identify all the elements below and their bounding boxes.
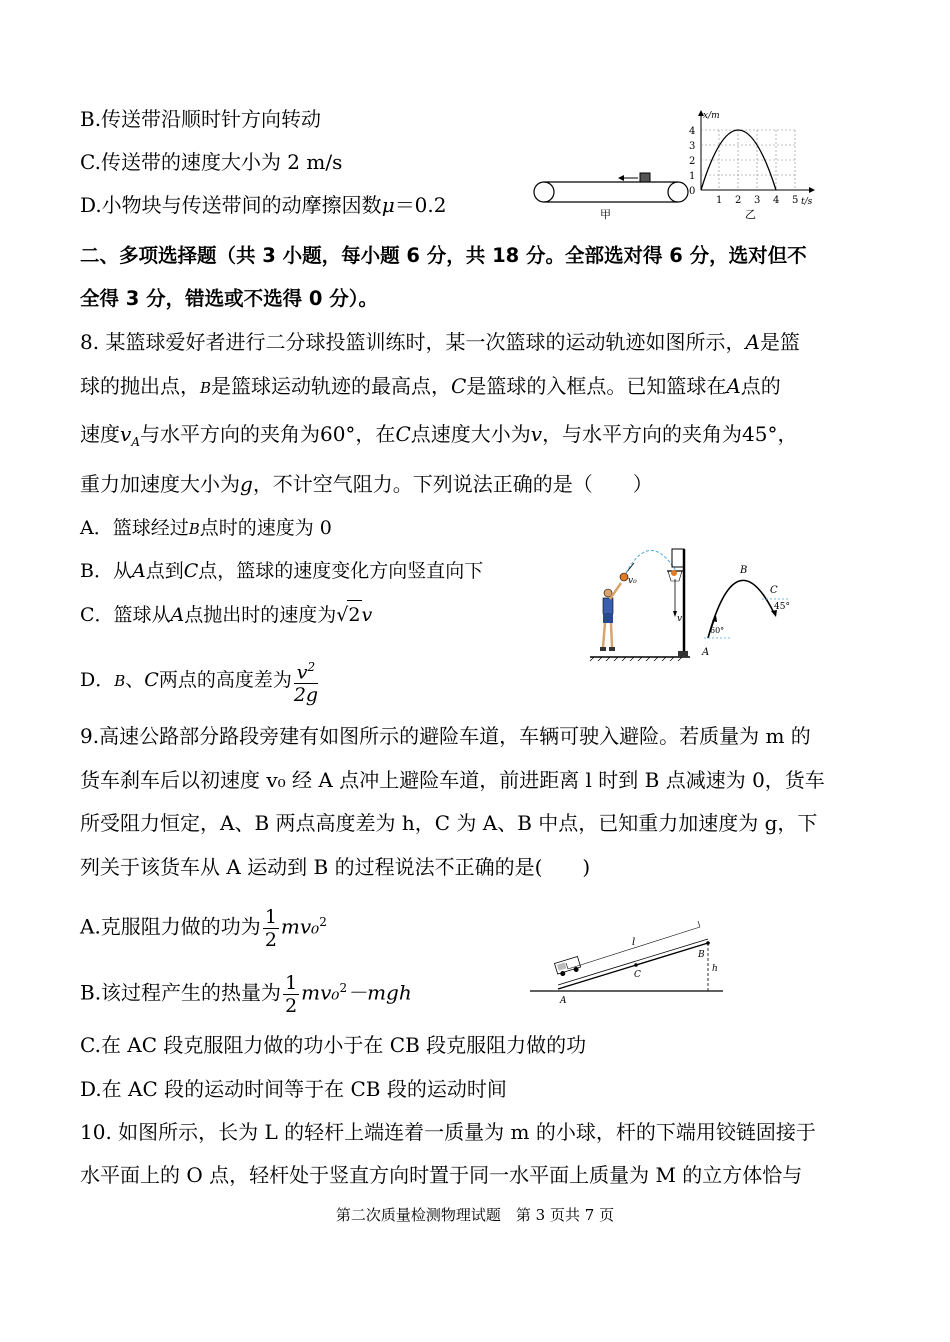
- q9-option-a: A.克服阻力做的功为 $\frac{1}{2}$ mv₀$^2$: [80, 905, 327, 951]
- q8-stem-line1: 8. 某篮球爱好者进行二分球投篮训练时，某一次篮球的运动轨迹如图所示，A是篮: [80, 330, 800, 354]
- q8-stem-line2: 球的抛出点，B是篮球运动轨迹的最高点，C是篮球的入框点。已知篮球在A点的: [80, 374, 781, 398]
- q7-graph-ylabel: x/m: [703, 111, 720, 121]
- q7-option-d: D.小物块与传送带间的动摩擦因数μ＝0.2: [80, 193, 447, 217]
- q9-option-d: D.在 AC 段的运动时间等于在 CB 段的运动时间: [80, 1077, 507, 1101]
- q9-fig-B-label: B: [698, 950, 705, 960]
- q7-xt-graph: [683, 108, 823, 220]
- player-figure: [600, 583, 621, 651]
- q9-fig-l-label: l: [632, 937, 636, 948]
- q7-option-b: B.传送带沿顺时针方向转动: [80, 107, 322, 131]
- q8-option-b: B．从A点到C点，篮球的速度变化方向竖直向下: [80, 560, 484, 582]
- q7-conveyor-figure: [530, 168, 695, 220]
- q8-stem-line3: 速度$v_A$与水平方向的夹角为60°，在C点速度大小为v，与水平方向的夹角为45°，: [80, 422, 798, 449]
- q8-option-a: A．篮球经过B点时的速度为 0: [80, 517, 332, 539]
- q9-option-c: C.在 AC 段克服阻力做的功小于在 CB 段克服阻力做的功: [80, 1033, 587, 1057]
- q9-fig-A-label: A: [560, 996, 567, 1005]
- q8-fig-v-label: v: [677, 614, 683, 624]
- q7-option-c: C.传送带的速度大小为 2 m/s: [80, 150, 343, 174]
- q8-fig-45-label: 45°: [774, 602, 790, 612]
- q7-graph-xlabel: t/s: [801, 197, 813, 207]
- q8-option-d-fraction: $\frac{v^2}{2g}$: [294, 656, 318, 706]
- q9-stem-line3: 所受阻力恒定，A、B 两点高度差为 h，C 为 A、B 中点，已知重力加速度为 g，下: [80, 811, 818, 835]
- q9-option-b: B.该过程产生的热量为 $\frac{1}{2}$ mv₀$^2$－mgh: [80, 971, 412, 1017]
- truck-icon: [554, 957, 581, 978]
- q8-option-d: D．B、C两点的高度差为 $\frac{v^2}{2g}$: [80, 654, 320, 707]
- q9-option-b-fraction: $\frac{1}{2}$: [285, 971, 298, 1017]
- q7-ytick-2: 2: [689, 156, 696, 167]
- q10-stem-line1: 10. 如图所示，长为 L 的轻杆上端连着一质量为 m 的小球，杆的下端用铰链固接于: [80, 1120, 816, 1144]
- q7-xtick-5: 5: [792, 195, 799, 206]
- q9-fig-C-label: C: [634, 970, 641, 980]
- q7-ytick-4: 4: [689, 126, 696, 137]
- q7-xtick-1: 1: [716, 195, 723, 206]
- q10-stem-line2: 水平面上的 O 点，轻杆处于竖直方向时置于同一水平面上质量为 M 的立方体恰与: [80, 1163, 803, 1187]
- page-footer: 第二次质量检测物理试题 第 3 页共 7 页: [335, 1206, 615, 1224]
- q7-ytick-1: 1: [689, 171, 696, 182]
- q9-ramp-figure: [528, 915, 728, 1005]
- q7-fig-jia-label: 甲: [600, 208, 611, 220]
- q9-stem-line4: 列关于该货车从 A 运动到 B 的过程说法不正确的是( ): [80, 855, 591, 879]
- section2-header-line2: 全得 3 分，错选或不选得 0 分）。: [80, 287, 379, 310]
- q8-fig-v0-label: v₀: [628, 576, 637, 586]
- q9-stem-line2: 货车刹车后以初速度 v₀ 经 A 点冲上避险车道，前进距离 l 时到 B 点减速为 0，货车: [80, 768, 825, 792]
- q9-option-a-fraction: $\frac{1}{2}$: [264, 905, 277, 951]
- q9-stem-line1: 9.高速公路部分路段旁建有如图所示的避险车道，车辆可驶入避险。若质量为 m 的: [80, 724, 811, 748]
- section2-header-line1: 二、多项选择题（共 3 小题，每小题 6 分，共 18 分。全部选对得 6 分，选对但不: [80, 244, 807, 267]
- q9-fig-h-label: h: [712, 964, 718, 974]
- q8-fig-C-label: C: [770, 585, 778, 596]
- q7-xtick-4: 4: [773, 195, 780, 206]
- q7-ytick-3: 3: [689, 141, 696, 152]
- q8-option-c: C．篮球从A点抛出时的速度为√2v: [80, 600, 372, 629]
- q8-basketball-figure: [588, 543, 810, 665]
- q7-ytick-0: 0: [689, 186, 696, 197]
- q8-fig-A-label: A: [702, 647, 710, 658]
- q7-xtick-3: 3: [754, 195, 761, 206]
- q7-fig-yi-label: 乙: [745, 208, 756, 220]
- q8-stem-line4: 重力加速度大小为g，不计空气阻力。下列说法正确的是（ ）: [80, 472, 653, 496]
- q7-xtick-2: 2: [735, 195, 742, 206]
- q8-fig-B-label: B: [740, 565, 748, 576]
- q8-fig-60-label: 60°: [710, 626, 725, 635]
